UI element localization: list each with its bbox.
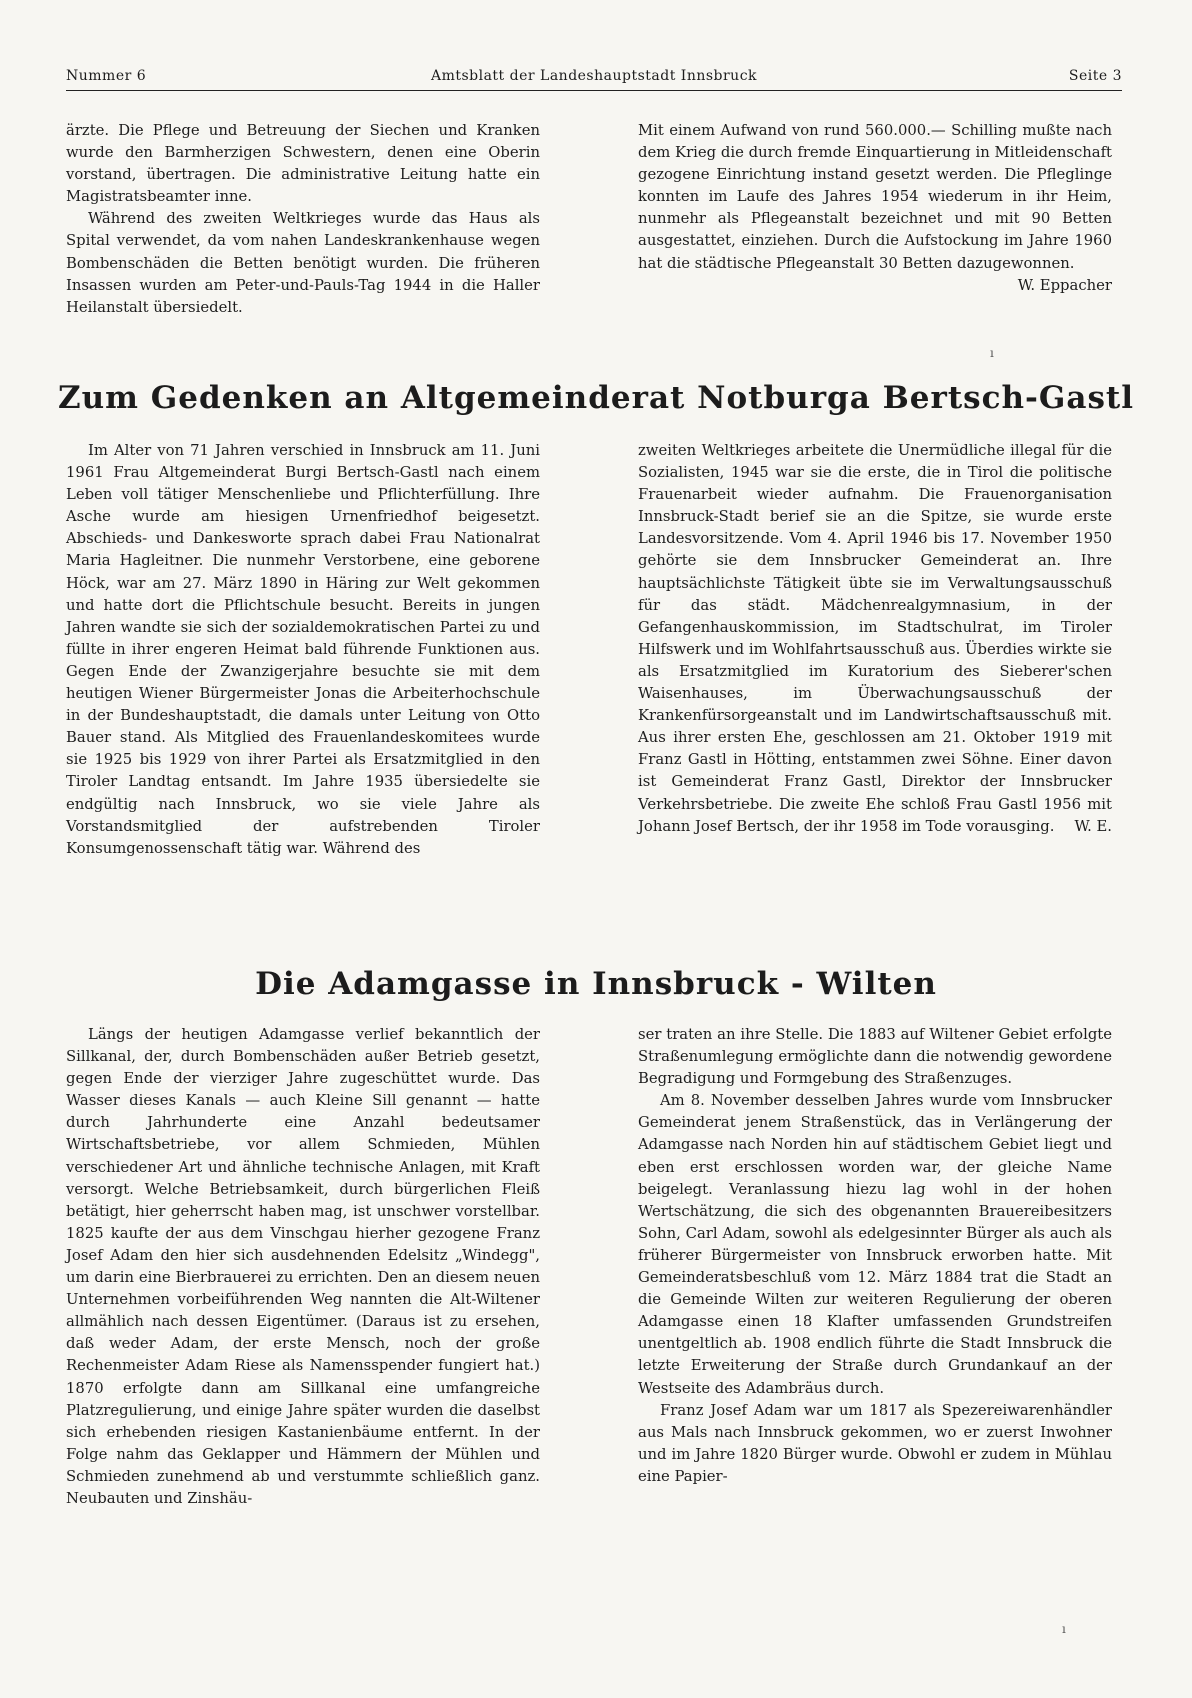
paragraph: Im Alter von 71 Jahren verschied in Innsbruck am 11. Juni 1961 Frau Altgemeinderat Burgi Bertsch-Gastl nach einem Leben voll tätiger Menschenliebe und Pflichterfüllung. Ihre Asche wurde am hiesigen Urnenfriedhof beigesetzt. Abschieds- und Dankesworte sprach dabei Frau Nationalrat Maria Hagleitner. Die nunmehr Verstorbene, eine geborene Höck, war am 27. März 1890 in Häring zur Welt gekommen und hatte dort die Pflichtschule besucht. Bereits in jungen Jahren wandte sie sich der sozialdemokratischen Partei zu und füllte in ihrer engeren Heimat bald führende Funktionen aus. Gegen Ende der Zwanzigerjahre besuchte sie mit dem heutigen Wiener Bürgermeister Jonas die Arbeiterhochschule in der Bundeshauptstadt, die damals unter Leitung von Otto Bauer stand. Als Mitglied des Frauenlandeskomitees wurde sie 1925 bis 1929 von ihrer Partei als Ersatzmitglied in den Tiroler Landtag entsandt. Im Jahre 1935 übersiedelte sie endgültig nach Innsbruck, wo sie viele Jahre als Vorstandsmitglied der aufstrebenden Tiroler Konsumgenossenschaft tätig war. Während des bbox=[66, 442, 540, 857]
paragraph: ärzte. Die Pflege und Betreuung der Siechen und Kranken wurde den Barmherzigen Schwestern, denen eine Oberin vorstand, übertragen. Die administrative Leitung hatte ein Magistratsbeamter inne. bbox=[66, 122, 540, 206]
paragraph: ser traten an ihre Stelle. Die 1883 auf Wiltener Gebiet erfolgte Straßenumlegung ermöglichte dann die notwendig gewordene Begradigung und Formgebung des Straßenzuges. bbox=[638, 1026, 1112, 1088]
article-adamgasse bbox=[66, 1024, 1112, 1510]
article-obituary bbox=[66, 440, 1112, 860]
running-header bbox=[66, 66, 1122, 91]
issue-number: Nummer 6 bbox=[66, 68, 147, 84]
column-left bbox=[66, 440, 540, 860]
paragraph: Am 8. November desselben Jahres wurde vom Innsbrucker Gemeinderat jenem Straßenstück, das in Verlängerung der Adamgasse nach Norden hin auf städtischem Gebiet liegt und eben erst erschlossen worden war, der gleiche Name beigelegt. Veranlassung hiezu lag wohl in der hohen Wertschätzung, die sich des obgenannten Brauereibesitzers Sohn, Carl Adam, sowohl als edelgesinnter Bürger als auch als früherer Bürgermeister von Innsbruck erworben hatte. Mit Gemeinderatsbeschluß vom 12. März 1884 trat die Stadt an die Gemeinde Wilten zur weiteren Regulierung der oberen Adamgasse einen 18 Klafter umfassenden Grundstreifen unentgeltlich ab. 1908 endlich führte die Stadt Innsbruck die letzte Erweiterung der Straße durch Grundankauf an der Westseite des Adambräus durch. bbox=[638, 1092, 1112, 1397]
publication-title: Amtsblatt der Landeshauptstadt Innsbruck bbox=[430, 68, 758, 84]
paragraph: Während des zweiten Weltkrieges wurde das Haus als Spital verwendet, da vom nahen Landeskrankenhause wegen Bombenschäden die Betten benötigt wurden. Die früheren Insassen wurden am Peter-und-Pauls-Tag 1944 in die Haller Heilanstalt übersiedelt. bbox=[66, 210, 540, 316]
paragraph: Längs der heutigen Adamgasse verlief bekanntlich der Sillkanal, der, durch Bombenschäden außer Betrieb gesetzt, gegen Ende der vierziger Jahre zugeschüttet wurde. Das Wasser dieses Kanals — auch Kleine Sill genannt — hatte durch Jahrhunderte eine Anzahl bedeutsamer Wirtschaftsbetriebe, vor allem Schmieden, Mühlen verschiedener Art und ähnliche technische Anlagen, mit Kraft versorgt. Welche Betriebsamkeit, durch bürgerlichen Fleiß betätigt, hier geherrscht haben mag, ist unschwer vorstellbar. 1825 kaufte der aus dem Vinschgau hierher gezogene Franz Josef Adam den hier sich ausdehnenden Edelsitz „Windegg", um darin eine Bierbrauerei zu errichten. Den an diesem neuen Unternehmen vorbeiführenden Weg nannten die Alt-Wiltener allmählich nach dessen Eigentümer. (Daraus ist zu ersehen, daß weder Adam, der erste Mensch, noch der große Rechenmeister Adam Riese als Namensspender fungiert hat.) 1870 erfolgte dann am Sillkanal eine umfangreiche Platzregulierung, und einige Jahre später wurden die daselbst sich erhebenden riesigen Kastanienbäume entfernt. In der Folge nahm das Geklapper und Hämmern der Mühlen und Schmieden zunehmend ab und verstummte schließlich ganz. Neubauten und Zinshäu- bbox=[66, 1026, 540, 1507]
article-title-obituary: Zum Gedenken an Altgemeinderat Notburga Bertsch-Gastl bbox=[57, 380, 1134, 416]
column-right bbox=[638, 1024, 1112, 1510]
column-left bbox=[66, 120, 540, 319]
column-right bbox=[638, 440, 1112, 860]
section-continuation bbox=[66, 120, 1112, 319]
margin-mark: ı bbox=[990, 346, 994, 360]
margin-mark: ı bbox=[1062, 1622, 1066, 1636]
column-right bbox=[638, 120, 1112, 319]
article-title-adamgasse: Die Adamgasse in Innsbruck - Wilten bbox=[255, 966, 937, 1002]
paragraph: Franz Josef Adam war um 1817 als Spezereiwarenhändler aus Mals nach Innsbruck gekommen, wo er zuerst Inwohner und im Jahre 1820 Bürger wurde. Obwohl er zudem in Mühlau eine Papier- bbox=[638, 1401, 1112, 1485]
paragraph: zweiten Weltkrieges arbeitete die Unermüdliche illegal für die Sozialisten, 1945 war sie die erste, die in Tirol die politische Frauenarbeit wieder aufnahm. Die Frauenorganisation Innsbruck-Stadt berief sie an die Spitze, sie wurde erste Landesvorsitzende. Vom 4. April 1946 bis 17. November 1950 gehörte sie dem Innsbrucker Gemeinderat an. Ihre hauptsächlichste Tätigkeit übte sie im Verwaltungsausschuß für das städt. Mädchenrealgymnasium, in der Gefangenhauskommission, im Stadtschulrat, im Tiroler Hilfswerk und im Wohlfahrtsausschuß aus. Überdies wirkte sie als Ersatzmitglied im Kuratorium des Sieberer'schen Waisenhauses, im Überwachungsausschuß der Krankenfürsorgeanstalt und im Landwirtschaftsausschuß mit. Aus ihrer ersten Ehe, geschlossen am 21. Oktober 1919 mit Franz Gastl in Hötting, entstammen zwei Söhne. Einer davon ist Gemeinderat Franz Gastl, Direktor der Innsbrucker Verkehrsbetriebe. Die zweite Ehe schloß Frau Gastl 1956 mit Johann Josef Bertsch, der ihr 1958 im Tode vorausging. bbox=[638, 442, 1112, 835]
page-number: Seite 3 bbox=[1068, 68, 1122, 84]
column-left bbox=[66, 1024, 540, 1510]
author-signature: W. Eppacher bbox=[1017, 276, 1112, 294]
paragraph: Mit einem Aufwand von rund 560.000.— Schilling mußte nach dem Krieg die durch fremde Einquartierung in Mitleidenschaft gezogene Einrichtung instand gesetzt werden. Die Pfleglinge konnten im Laufe des Jahres 1954 wiederum in ihr Heim, nunmehr als Pflegeanstalt bezeichnet und mit 90 Betten ausgestattet, einziehen. Durch die Aufstockung im Jahre 1960 hat die städtische Pflegeanstalt 30 Betten dazugewonnen. bbox=[638, 122, 1112, 272]
author-signature: W. E. bbox=[1074, 817, 1112, 835]
